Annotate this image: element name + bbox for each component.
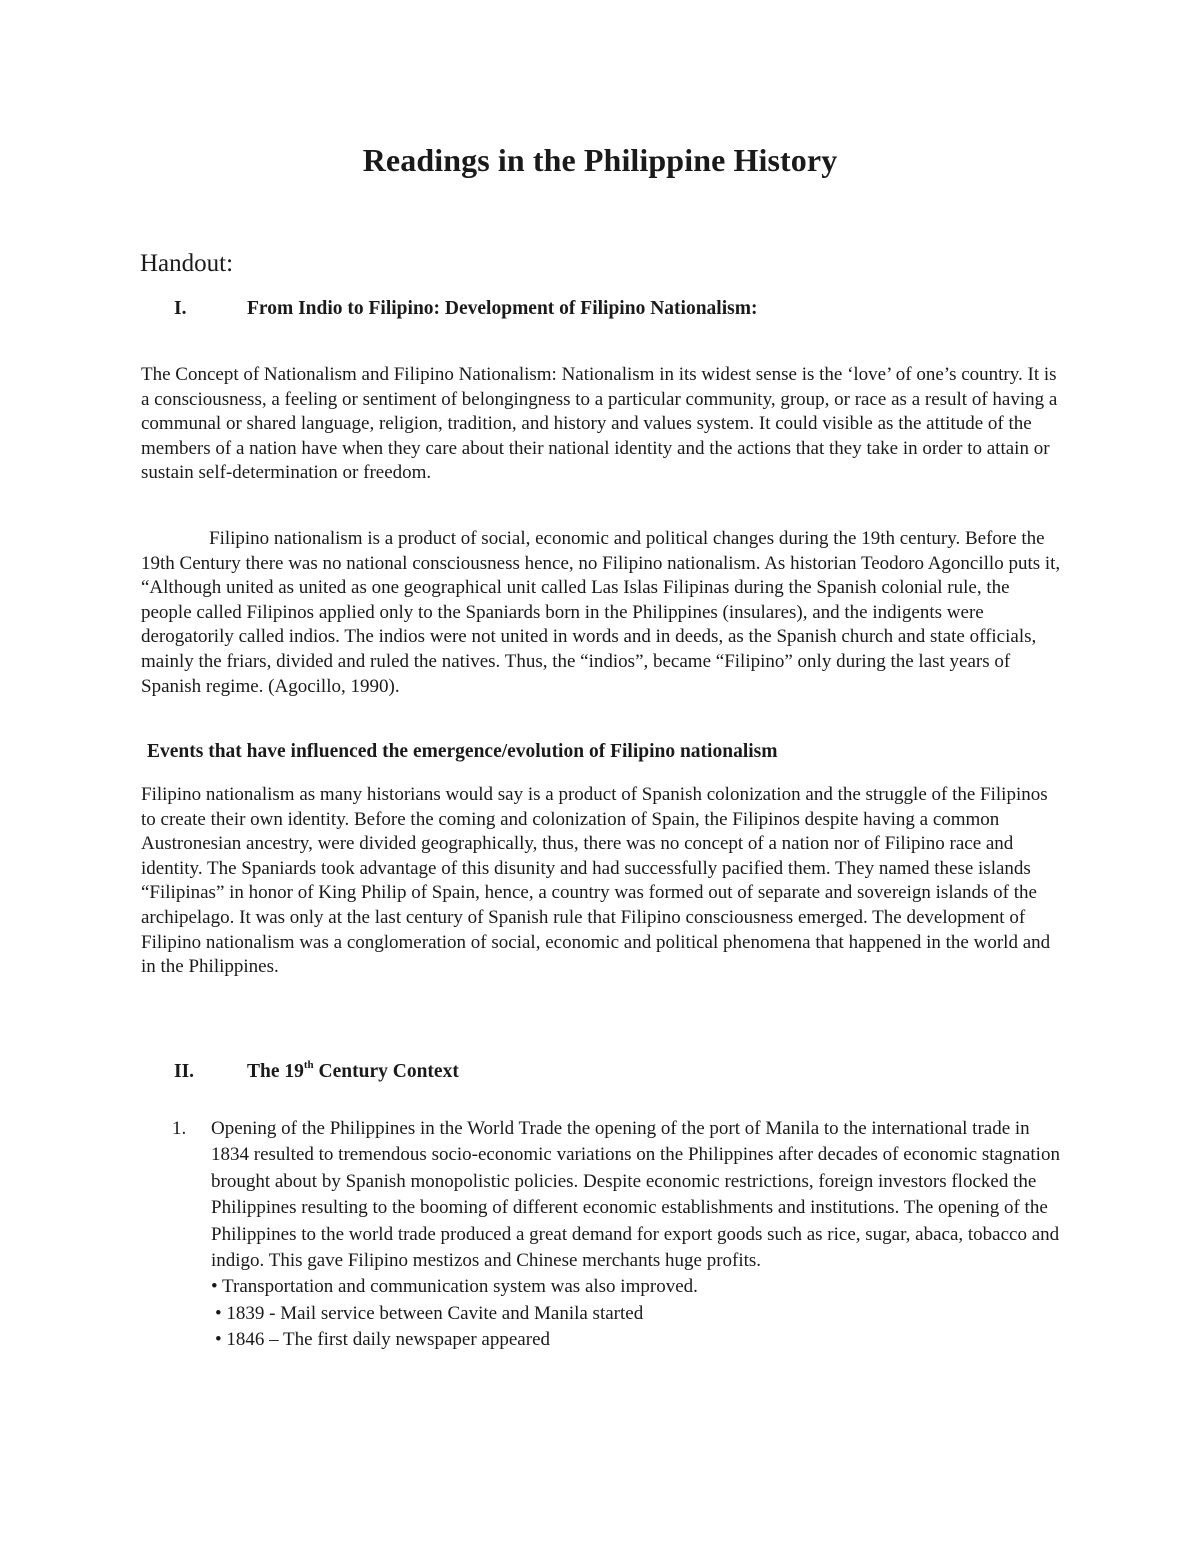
section-number: II.	[174, 1061, 195, 1082]
handout-label: Handout:	[140, 250, 234, 277]
paragraph-spanish-colonization: Filipino nationalism as many historians would say is a product of Spanish colonization and the struggle of the Filipinos to create their own identity. Before the coming and colonization of Spain, the Filipinos despite having a common Austronesian ancestry, were divided geographically, thus, there was no concept of a nation nor of Filipino race and identity. The Spaniards took advantage of this disunity and had successfully pacified them. They named these islands “Filipinas” in honor of King Philip of Spain, hence, a country was formed out of separate and sovereign islands of the archipelago. It was only at the last century of Spanish rule that Filipino consciousness emerged. The development of Filipino nationalism was a conglomeration of social, economic and political phenomena that happened in the world and in the Philippines.	[141, 784, 1051, 978]
bullet-item: • Transportation and communication system was also improved.	[211, 1276, 698, 1298]
paragraph-nationalism-concept: The Concept of Nationalism and Filipino Nationalism: Nationalism in its widest sense is the ‘love’ of one’s country. It is a consciousness, a feeling or sentiment of belongingness to a particular community, group, or race as a result of having a communal or shared language, religion, tradition, and history and values system. It could visible as the attitude of the members of a nation have when they care about their national identity and the actions that they take in order to attain or sustain self-determination or freedom.	[141, 364, 1058, 484]
paragraph-filipino-nationalism	[141, 527, 1061, 699]
list-marker: 1.	[172, 1118, 187, 1139]
list-item-body	[211, 1116, 1061, 1354]
section-number: I.	[174, 298, 187, 319]
section-title	[247, 1061, 459, 1083]
paragraph-text: Filipino nationalism is a product of social, economic and political changes during the 19th century. Before the 19th Century there was no national consciousness hence, no Filipino nationalism. As historian Teodoro Agoncillo puts it, “Although united as united as one geographical unit called Las Islas Filipinas during the Spanish colonial rule, the people called Filipinos applied only to the Spaniards born in the Philippines (insulares), and the indigents were derogatorily called indios. The indios were not united in words and in deeds, as the Spanish church and state officials, mainly the friars, divided and ruled the natives. Thus, the “indios”, became “Filipino” only during the last years of Spanish regime. (Agocillo, 1990).	[141, 528, 1061, 697]
subheading-events: Events that have influenced the emergence/evolution of Filipino nationalism	[147, 741, 778, 762]
document-title: Readings in the Philippine History	[362, 142, 838, 178]
bullet-item: • 1846 – The first daily newspaper appeared	[215, 1329, 550, 1351]
section-title-pre: The 19	[247, 1061, 304, 1082]
list-item-text: Opening of the Philippines in the World Trade the opening of the port of Manila to the international trade in 1834 resulted to tremendous socio-economic variations on the Philippines after decades of economic stagnation brought about by Spanish monopolistic policies. Despite economic restrictions, foreign investors flocked the Philippines resulting to the booming of different economic establishments and institutions. The opening of the Philippines to the world trade produced a great demand for export goods such as rice, sugar, abaca, tobacco and indigo. This gave Filipino mestizos and Chinese merchants huge profits.	[211, 1118, 1060, 1272]
ordinal-suffix: th	[303, 1059, 314, 1071]
bullet-item: • 1839 - Mail service between Cavite and Manila started	[215, 1302, 644, 1324]
section-title: From Indio to Filipino: Development of Filipino Nationalism:	[247, 298, 758, 319]
section-title-post: Century Context	[313, 1061, 459, 1082]
bullet-list	[211, 1274, 1061, 1353]
